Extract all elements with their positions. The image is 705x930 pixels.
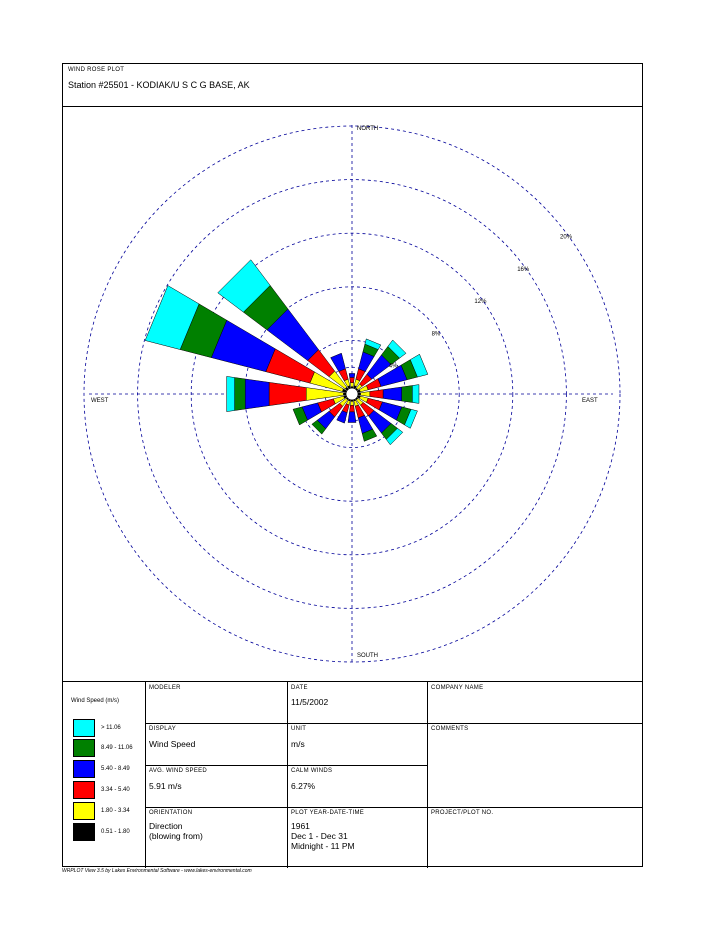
calm-winds-cell — [287, 765, 427, 807]
petal-s-bin-2 — [349, 405, 354, 412]
unit-cell — [287, 723, 427, 765]
ring-label: 4% — [388, 363, 398, 370]
plot-year-label: PLOT YEAR-DATE-TIME — [291, 810, 365, 816]
ring-label: 8% — [431, 331, 441, 338]
orientation-line1: Direction — [149, 821, 183, 831]
petal-e-bin-5 — [412, 385, 419, 404]
petal-e-bin-4 — [402, 386, 413, 403]
ring-label: 16% — [517, 267, 530, 273]
legend-label: > 11.06 — [101, 725, 121, 731]
legend-title: Wind Speed (m/s) — [71, 698, 120, 704]
legend-label: 3.34 - 5.40 — [101, 787, 130, 793]
calm-winds-label: CALM WINDS — [291, 768, 333, 774]
petal-w-bin-3 — [245, 379, 269, 409]
north-label: NORTH — [357, 126, 379, 132]
display-value: Wind Speed — [149, 739, 196, 749]
display-cell — [145, 723, 287, 765]
west-label: WEST — [91, 398, 109, 404]
petal-n-bin-2 — [350, 377, 355, 382]
info-panel — [63, 681, 642, 867]
petal-s-bin-3 — [348, 412, 356, 423]
wind-rose-chart — [63, 107, 642, 681]
legend — [63, 682, 145, 868]
date-cell — [287, 682, 427, 723]
station-name: Station #25501 - KODIAK/U S C G BASE, AK — [68, 80, 250, 90]
unit-value: m/s — [291, 739, 305, 749]
south-label: SOUTH — [357, 653, 378, 659]
orientation-cell — [145, 807, 287, 868]
avg-speed-value: 5.91 m/s — [149, 781, 182, 791]
legend-label: 5.40 - 8.49 — [101, 766, 130, 772]
date-label: DATE — [291, 685, 308, 691]
footer-credit: WRPLOT View 3.5 by Lakes Environmental Software - www.lakes-environmental.com — [62, 868, 252, 874]
plot-title: WIND ROSE PLOT — [68, 67, 125, 73]
legend-swatch — [73, 781, 95, 799]
company-cell — [427, 682, 642, 723]
comments-cell — [427, 723, 642, 807]
project-label: PROJECT/PLOT NO. — [431, 810, 494, 816]
plot-year-line2: Dec 1 - Dec 31 — [291, 831, 348, 841]
report-header — [63, 64, 642, 107]
wind-rose-report — [62, 63, 643, 867]
petal-w-bin-5 — [227, 376, 235, 411]
date-value: 11/5/2002 — [291, 697, 329, 707]
ring-label-group — [389, 235, 573, 370]
petal-s-bin-1 — [350, 401, 353, 405]
unit-label: UNIT — [291, 726, 307, 732]
calm-winds-value: 6.27% — [291, 781, 316, 791]
project-cell — [427, 807, 642, 868]
calm-circle — [346, 388, 358, 400]
petal-w-bin-2 — [269, 382, 306, 405]
legend-swatch — [73, 719, 95, 737]
petal-n-bin-1 — [350, 383, 353, 387]
avg-speed-cell — [145, 765, 287, 807]
legend-swatch — [73, 739, 95, 757]
legend-label: 1.80 - 3.34 — [101, 808, 130, 814]
modeler-cell — [145, 682, 287, 723]
petal-w-bin-4 — [235, 378, 246, 411]
orientation-line2: (blowing from) — [149, 831, 203, 841]
ring-label: 20% — [560, 234, 573, 241]
legend-label: 8.49 - 11.06 — [101, 745, 133, 751]
legend-label: 0.51 - 1.80 — [101, 829, 130, 835]
petal-n-bin-3 — [349, 373, 355, 377]
modeler-label: MODELER — [149, 685, 181, 691]
petal-e-bin-3 — [383, 387, 402, 401]
comments-label: COMMENTS — [431, 726, 469, 732]
east-label: EAST — [582, 398, 598, 404]
legend-swatch — [73, 760, 95, 778]
avg-speed-label: AVG. WIND SPEED — [149, 768, 208, 774]
legend-swatch — [73, 823, 95, 841]
plot-year-cell — [287, 807, 427, 868]
display-label: DISPLAY — [149, 726, 176, 732]
plot-year-line1: 1961 — [291, 821, 310, 831]
company-label: COMPANY NAME — [431, 685, 484, 691]
legend-swatch — [73, 802, 95, 820]
petal-e-bin-1 — [361, 391, 370, 396]
petal-e-bin-2 — [370, 390, 383, 399]
petal-group — [145, 260, 428, 445]
plot-year-line3: Midnight - 11 PM — [291, 841, 355, 851]
orientation-label: ORIENTATION — [149, 810, 193, 816]
ring-label: 12% — [474, 299, 487, 306]
